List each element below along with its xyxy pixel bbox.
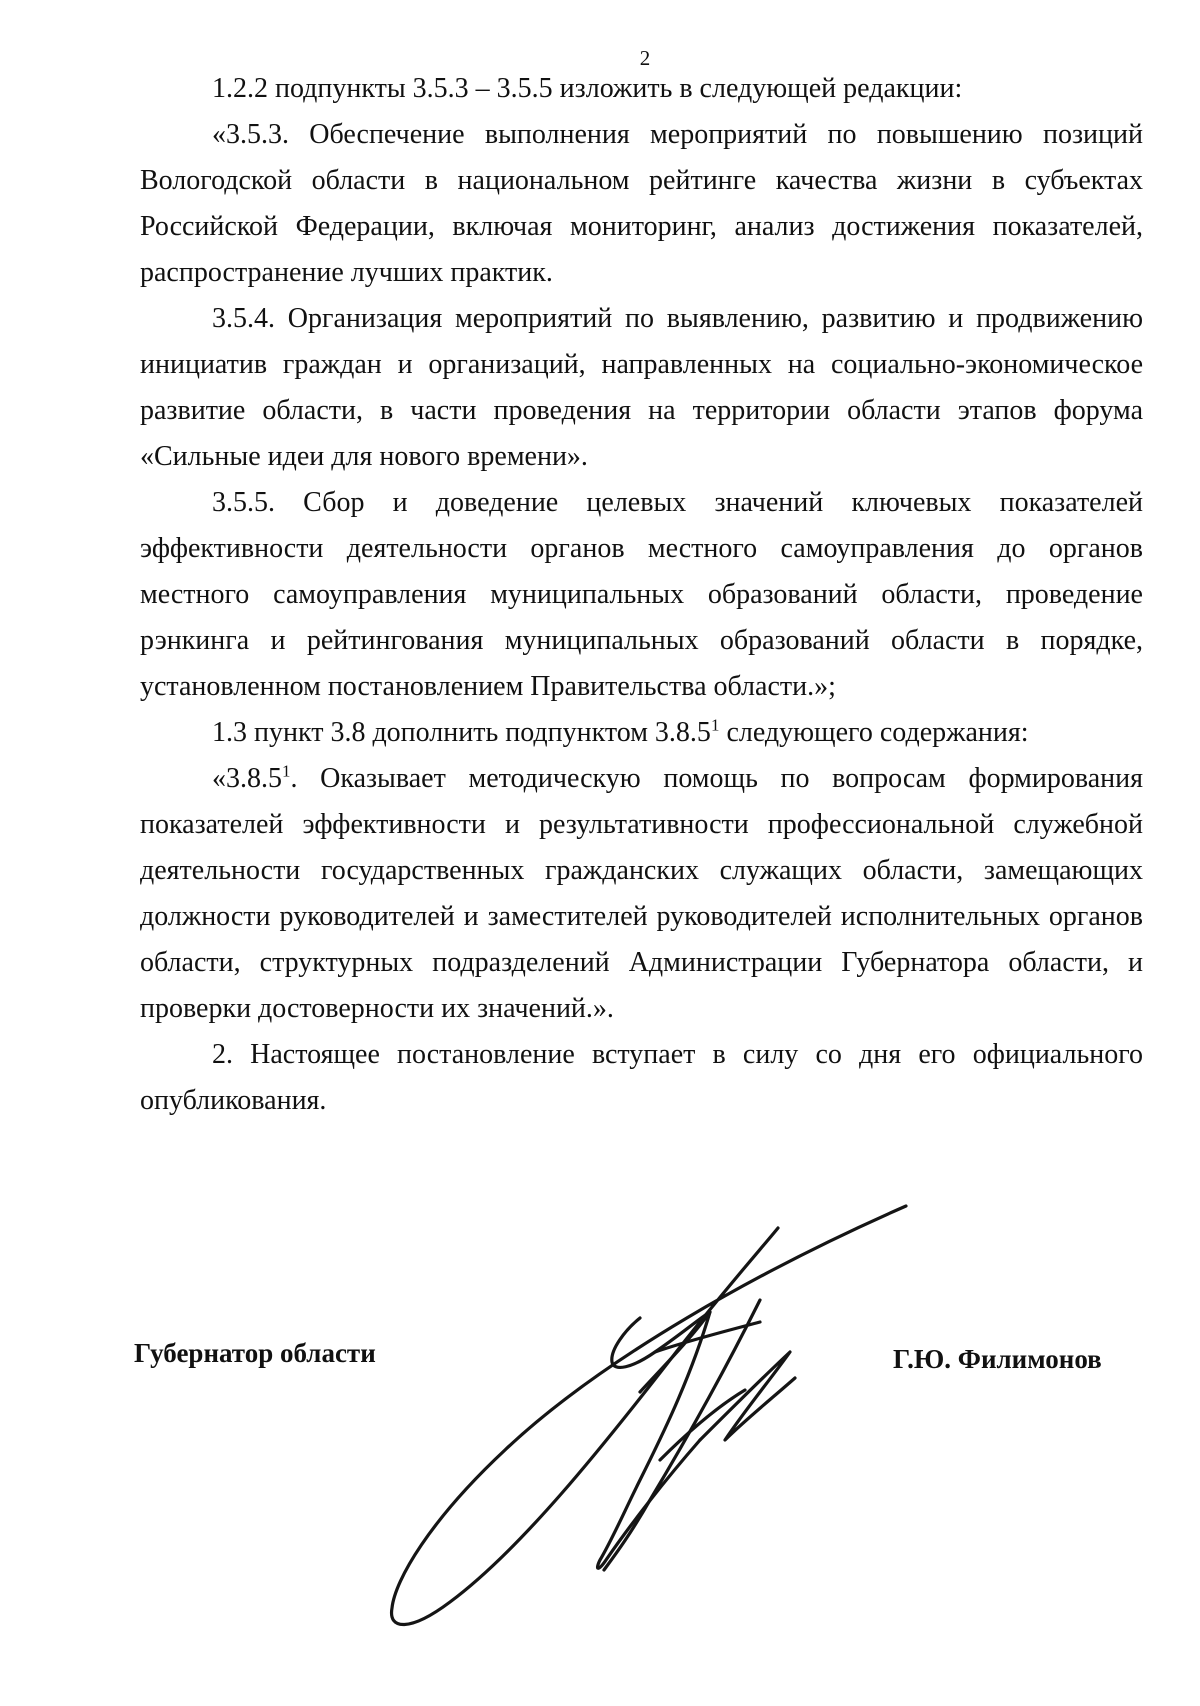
paragraph-6 — [140, 756, 1143, 1032]
paragraph-6-superscript: 1 — [282, 761, 291, 781]
paragraph-7: 2. Настоящее постановление вступает в силу со дня его официального опубликования. — [140, 1039, 1143, 1116]
paragraph-5-tail: следующего содержания: — [719, 717, 1029, 748]
paragraph-1: 1.2.2 подпункты 3.5.3 – 3.5.5 изложить в следующей редакции: — [212, 73, 963, 104]
paragraph-4: 3.5.5. Сбор и доведение целевых значений ключевых показателей эффективности деятельности органов местного самоуправления до органов местного самоуправления муниципальных образований области, проведение рэнкинга и рейтингования муниципальных образований области в порядке, установленном постановлением Правительства области.»; — [140, 487, 1143, 702]
signatory-name: Г.Ю. Филимонов — [893, 1344, 1102, 1374]
paragraph-3: 3.5.4. Организация мероприятий по выявлению, развитию и продвижению инициатив граждан и организаций, направленных на социально-экономическое развитие области, в части проведения на территории области этапов форума «Сильные идеи для нового времени». — [140, 303, 1143, 472]
paragraph-5 — [140, 710, 1143, 756]
document-body — [140, 66, 1143, 1124]
paragraph-2: «3.5.3. Обеспечение выполнения мероприятий по повышению позиций Вологодской области в национальном рейтинге качества жизни в субъектах Российской Федерации, включая мониторинг, анализ достижения показателей, распространение лучших практик. — [140, 119, 1143, 288]
paragraph-6-text: «3.8.5 — [212, 763, 282, 794]
paragraph-6-tail: . Оказывает методическую помощь по вопросам формирования показателей эффективности и результативности профессиональной служебной деятельности государственных гражданских служащих области, замещающих должности руководителей и заместителей руководителей исполнительных органов области, структурных подразделений Администрации Губернатора области, и проверки достоверности их значений.». — [140, 763, 1143, 1024]
page-number: 2 — [639, 46, 651, 70]
paragraph-5-superscript: 1 — [710, 715, 720, 735]
signatory-title: Губернатор области — [134, 1338, 376, 1368]
paragraph-5-text: 1.3 пункт 3.8 дополнить подпунктом 3.8.5 — [212, 717, 711, 748]
